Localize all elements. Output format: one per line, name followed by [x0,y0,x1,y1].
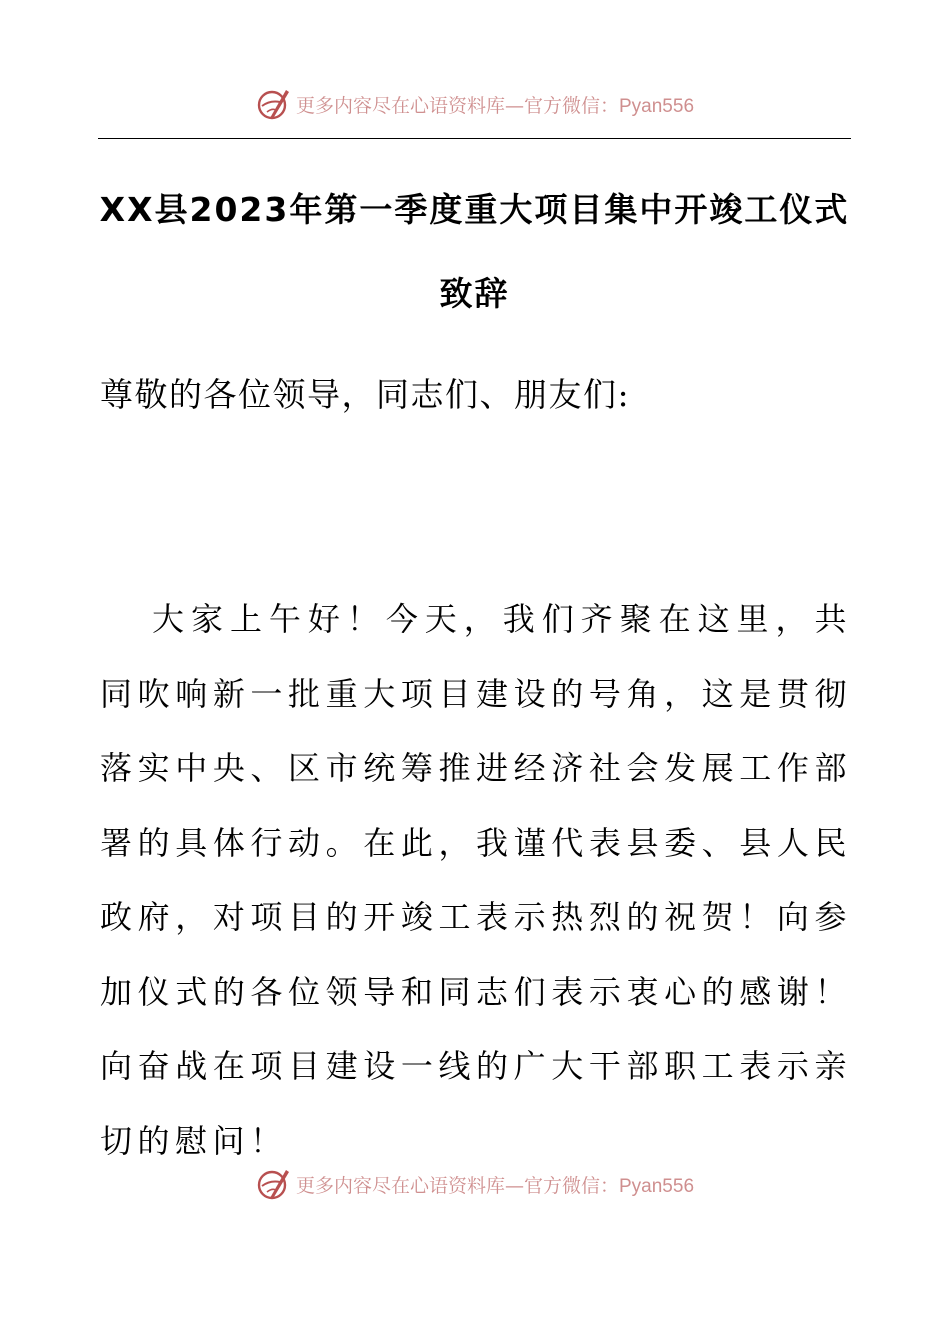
quill-pen-logo-icon [256,86,292,122]
footer-banner-text [296,1171,694,1198]
page-header [0,84,950,124]
document-title: XX县2023年第一季度重大项目集中开竣工仪式致辞 [99,190,850,313]
quill-pen-logo-icon [256,1166,292,1202]
header-banner-label: 官方微信： [523,94,619,117]
footer-banner-separator: — [504,1174,524,1197]
header-divider [98,138,851,139]
footer-wechat-id: Pyan556 [619,1175,695,1197]
page-footer [0,1164,950,1204]
footer-banner-main: 更多内容尽在心语资料库 [295,1174,505,1197]
header-banner-text [296,91,694,118]
header-wechat-id: Pyan556 [619,95,695,117]
header-banner-separator: — [504,94,524,117]
footer-banner-label: 官方微信： [523,1174,619,1197]
header-banner-main: 更多内容尽在心语资料库 [295,94,505,117]
body-paragraph: 大家上午好！今天，我们齐聚在这里，共同吹响新一批重大项目建设的号角，这是贯彻落实中央、区市统筹推进经济社会发展工作部署的具体行动。在此，我谨代表县委、县人民政府，对项目的开竣工表示热烈的祝贺！向参加仪式的各位领导和同志们表示衷心的感谢！向奋战在项目建设一线的广大干部职工表示亲切的慰问！ [100,600,852,1160]
salutation: 尊敬的各位领导，同志们、朋友们: [100,375,631,414]
